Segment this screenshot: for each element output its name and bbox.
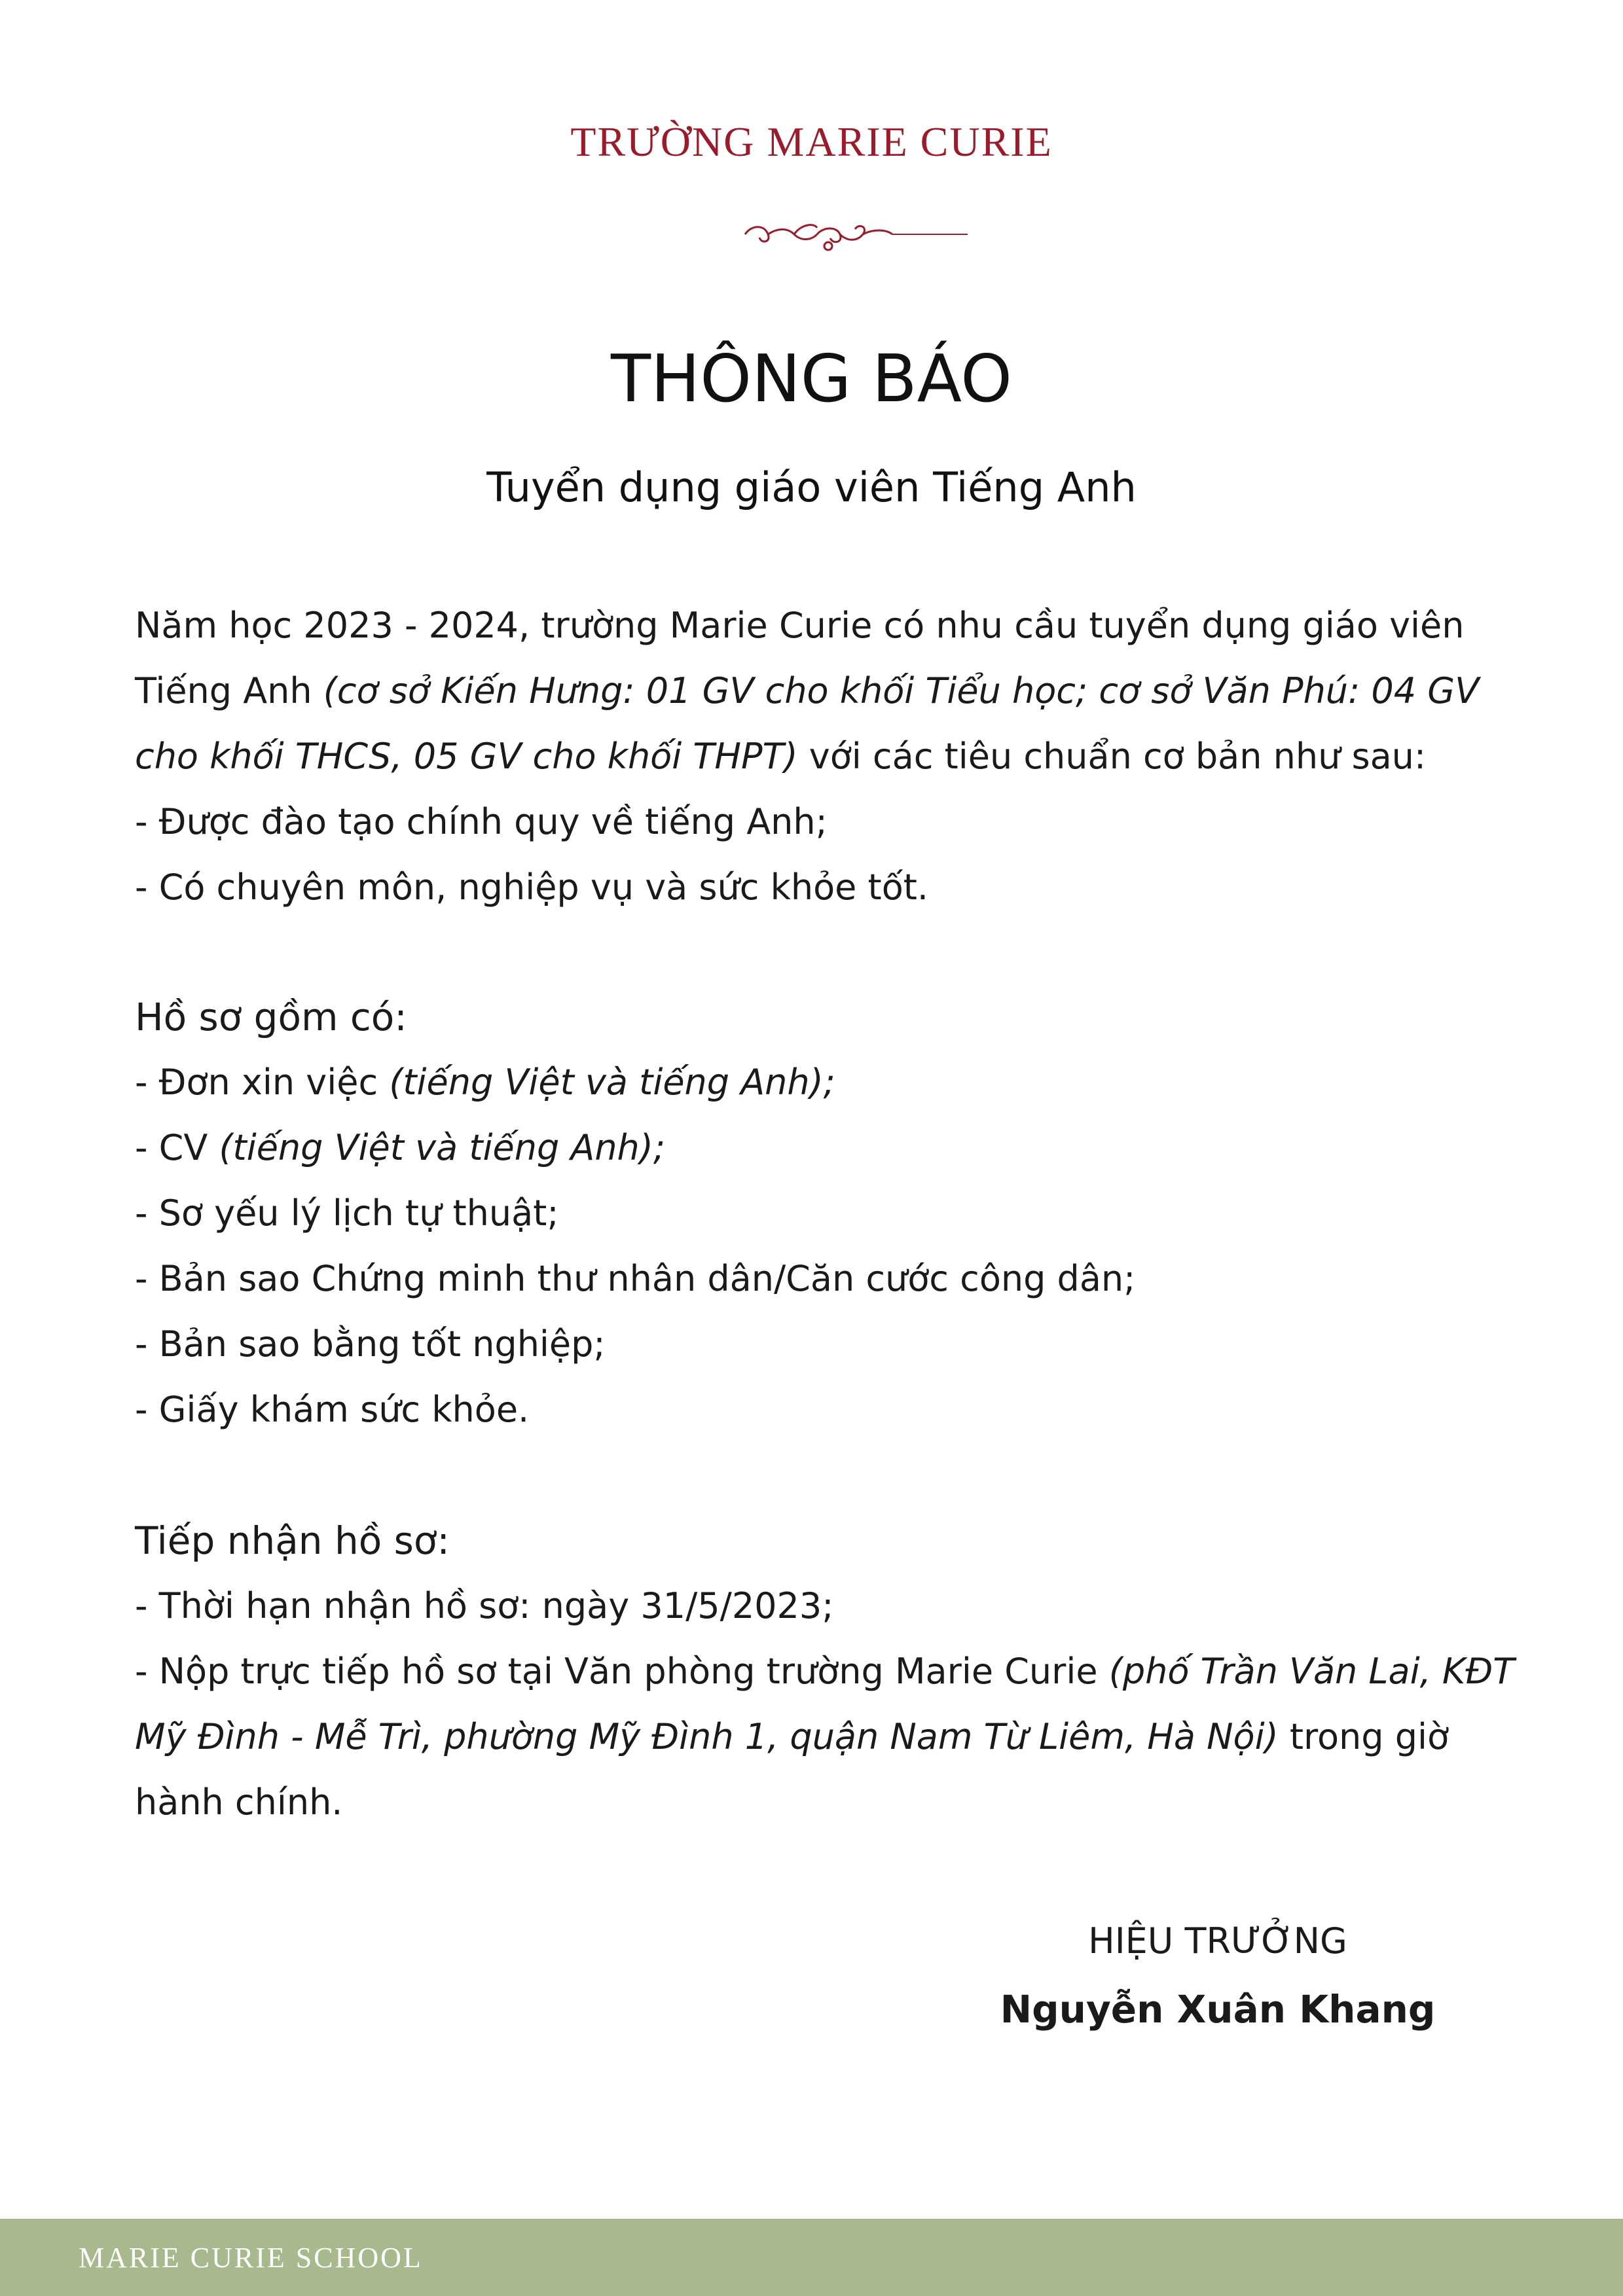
document-item: - Giấy khám sức khỏe.: [135, 1389, 530, 1430]
document-item-text: - CV: [135, 1127, 219, 1168]
intro-text: Năm học 2023 - 2024, trường Marie Curie có nhu cầu tuyển dụng giáo viên Tiếng Anh: [135, 605, 1465, 711]
document-item-italic: (tiếng Việt và tiếng Anh);: [219, 1127, 666, 1168]
submit-text: - Nộp trực tiếp hồ sơ tại Văn phòng trường Marie Curie: [135, 1651, 1109, 1692]
flourish-ornament-icon: [739, 208, 974, 260]
intro-italic-text: (cơ sở Kiến Hưng: 01 GV cho khối Tiểu học; cơ sở Văn Phú: 04 GV cho khối THCS, 05 GV cho khối THPT): [135, 670, 1480, 777]
submit-address-italic: (phố Trần Văn Lai, KĐT Mỹ Đình - Mễ Trì, phường Mỹ Đình 1, quận Nam Từ Liêm, Hà Nội): [135, 1651, 1515, 1757]
page-subtitle: Tuyển dụng giáo viên Tiếng Anh: [486, 463, 1137, 511]
intro-section: [135, 593, 1529, 920]
documents-heading: Hồ sơ gồm có:: [135, 995, 407, 1039]
footer-bar: [0, 2219, 1623, 2296]
document-item-italic: (tiếng Việt và tiếng Anh);: [389, 1062, 835, 1103]
receive-submit: [135, 1639, 1529, 1835]
page-title: THÔNG BÁO: [610, 340, 1013, 417]
criteria-item: - Được đào tạo chính quy về tiếng Anh;: [135, 801, 828, 842]
criteria-item: - Có chuyên môn, nghiệp vụ và sức khỏe tốt.: [135, 867, 929, 908]
intro-text-end: với các tiêu chuẩn cơ bản như sau:: [797, 736, 1427, 777]
signature-title: HIỆU TRƯỞNG: [1088, 1920, 1347, 1962]
documents-section: [135, 984, 1529, 1443]
submit-text-end: trong giờ hành chính.: [135, 1716, 1450, 1823]
intro-paragraph: [135, 593, 1529, 789]
school-name-header: TRƯỜNG MARIE CURIE: [570, 118, 1053, 165]
document-item-text: - Đơn xin việc: [135, 1062, 390, 1103]
document-item: - Sơ yếu lý lịch tự thuật;: [135, 1193, 559, 1234]
document-item: [135, 1115, 1529, 1181]
signature-name: Nguyễn Xuân Khang: [1000, 1987, 1436, 2032]
receive-deadline: - Thời hạn nhận hồ sơ: ngày 31/5/2023;: [135, 1585, 834, 1626]
footer-school-name: MARIE CURIE SCHOOL: [79, 2242, 423, 2274]
receive-heading: Tiếp nhận hồ sơ:: [135, 1518, 450, 1563]
document-item: [135, 1050, 1529, 1115]
receive-section: [135, 1508, 1529, 1835]
document-item: - Bản sao bằng tốt nghiệp;: [135, 1323, 606, 1365]
document-item: - Bản sao Chứng minh thư nhân dân/Căn cước công dân;: [135, 1258, 1136, 1299]
